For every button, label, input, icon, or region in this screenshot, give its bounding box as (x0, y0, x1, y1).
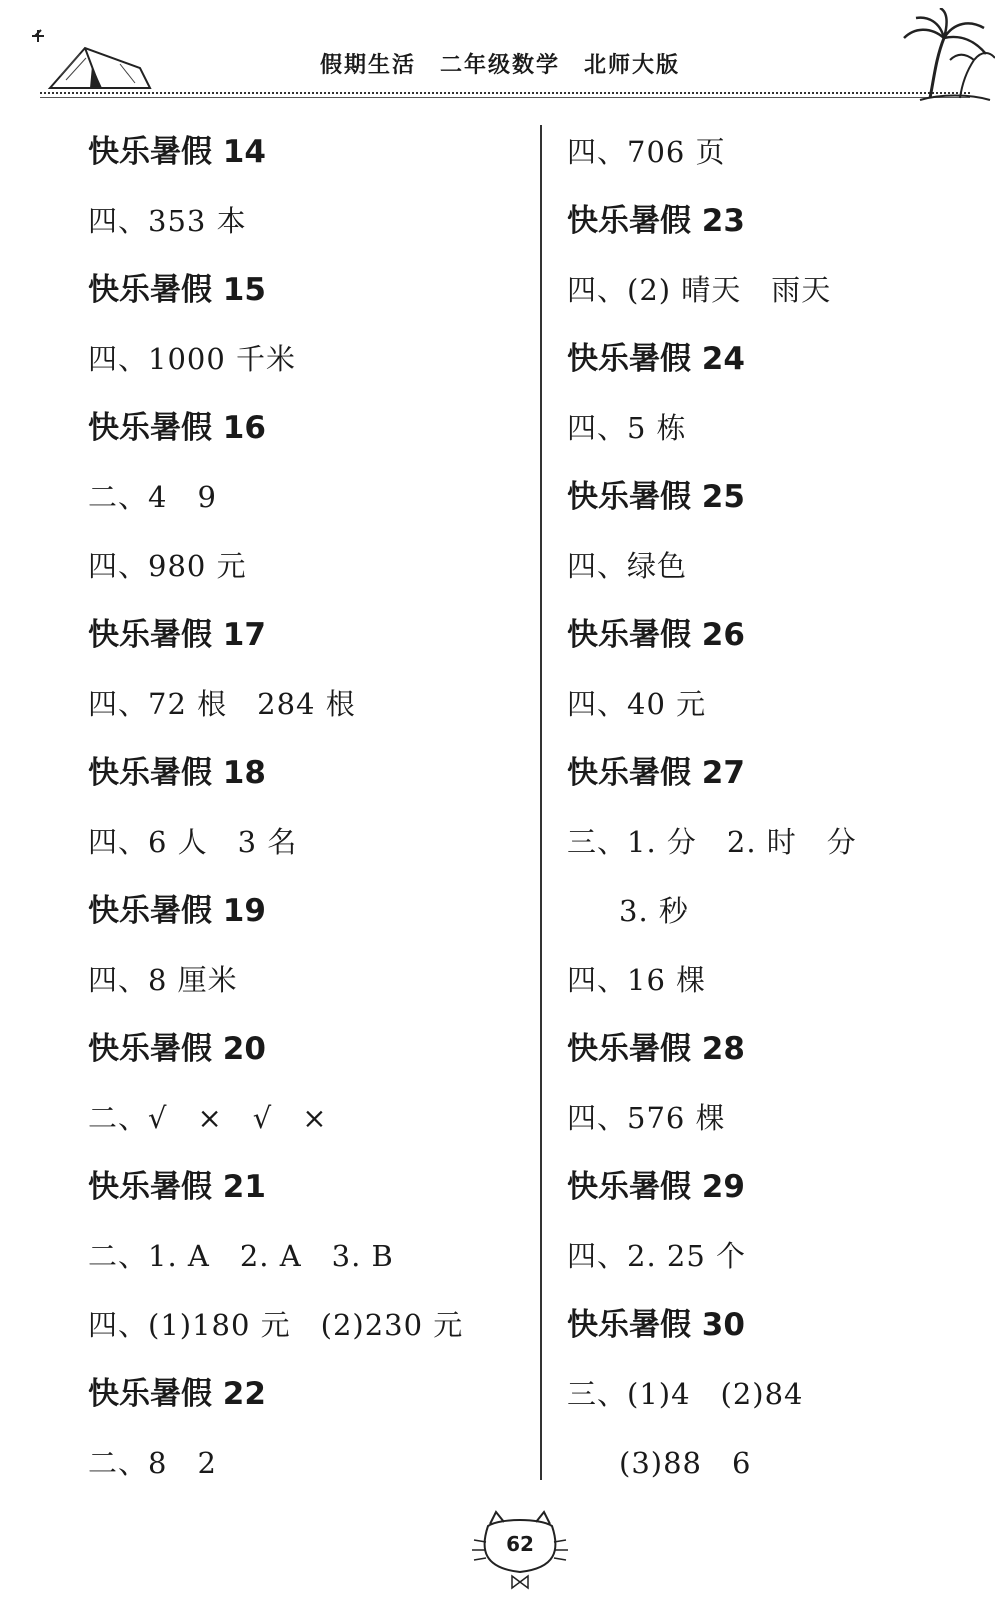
page-number: 62 (506, 1532, 534, 1556)
answer-line: 四、6 人 3 名 (88, 825, 298, 859)
answer-line: 四、8 厘米 (88, 963, 238, 997)
answer-line: 三、(1)4 (2)84 (567, 1377, 804, 1411)
answer-line: 二、8 2 (88, 1446, 217, 1480)
section-heading: 快乐暑假 20 (88, 1031, 266, 1067)
section-heading: 快乐暑假 27 (567, 755, 745, 791)
answer-line: 四、1000 千米 (88, 342, 297, 376)
section-heading: 快乐暑假 18 (88, 755, 266, 791)
left-answer-column (88, 118, 528, 1498)
section-heading: 快乐暑假 29 (567, 1169, 745, 1205)
answer-line: 三、1. 分 2. 时 分 (567, 825, 857, 859)
header-rule-dotted (40, 92, 970, 94)
answer-line: 四、5 栋 (567, 411, 687, 445)
section-heading: 快乐暑假 21 (88, 1169, 266, 1205)
header-rule (40, 97, 970, 98)
section-heading: 快乐暑假 28 (567, 1031, 745, 1067)
answer-line: 四、(1)180 元 (2)230 元 (88, 1308, 464, 1342)
section-heading: 快乐暑假 22 (88, 1376, 266, 1412)
section-heading: 快乐暑假 24 (567, 341, 745, 377)
answer-line: 二、4 9 (88, 480, 217, 514)
answer-line: 二、1. A 2. A 3. B (88, 1239, 394, 1273)
section-heading: 快乐暑假 14 (88, 134, 266, 170)
section-heading: 快乐暑假 19 (88, 893, 266, 929)
section-heading: 快乐暑假 26 (567, 617, 745, 653)
answer-line: 四、72 根 284 根 (88, 687, 356, 721)
answer-line: 四、706 页 (567, 135, 726, 169)
section-heading: 快乐暑假 17 (88, 617, 266, 653)
section-heading: 快乐暑假 15 (88, 272, 266, 308)
answer-line: 二、√ × √ × (88, 1101, 328, 1135)
answer-line: (3)88 6 (619, 1446, 752, 1480)
page-header (0, 0, 1000, 110)
section-heading: 快乐暑假 25 (567, 479, 745, 515)
answer-line: 四、576 棵 (567, 1101, 726, 1135)
answer-line: 四、(2) 晴天 雨天 (567, 273, 832, 307)
answer-line: 四、绿色 (567, 549, 688, 583)
answer-line: 四、980 元 (88, 549, 247, 583)
answer-line: 四、40 元 (567, 687, 707, 721)
answer-line: 四、353 本 (88, 204, 247, 238)
right-answer-column (567, 118, 967, 1498)
page-footer (460, 1510, 580, 1590)
section-heading: 快乐暑假 23 (567, 203, 745, 239)
answer-line: 四、16 棵 (567, 963, 707, 997)
header-title: 假期生活 二年级数学 北师大版 (319, 53, 680, 78)
answer-line: 四、2. 25 个 (567, 1239, 747, 1273)
answer-line: 3. 秒 (619, 894, 689, 928)
palm-tree-icon (900, 8, 995, 103)
section-heading: 快乐暑假 16 (88, 410, 266, 446)
column-divider (540, 125, 542, 1480)
section-heading: 快乐暑假 30 (567, 1307, 745, 1343)
